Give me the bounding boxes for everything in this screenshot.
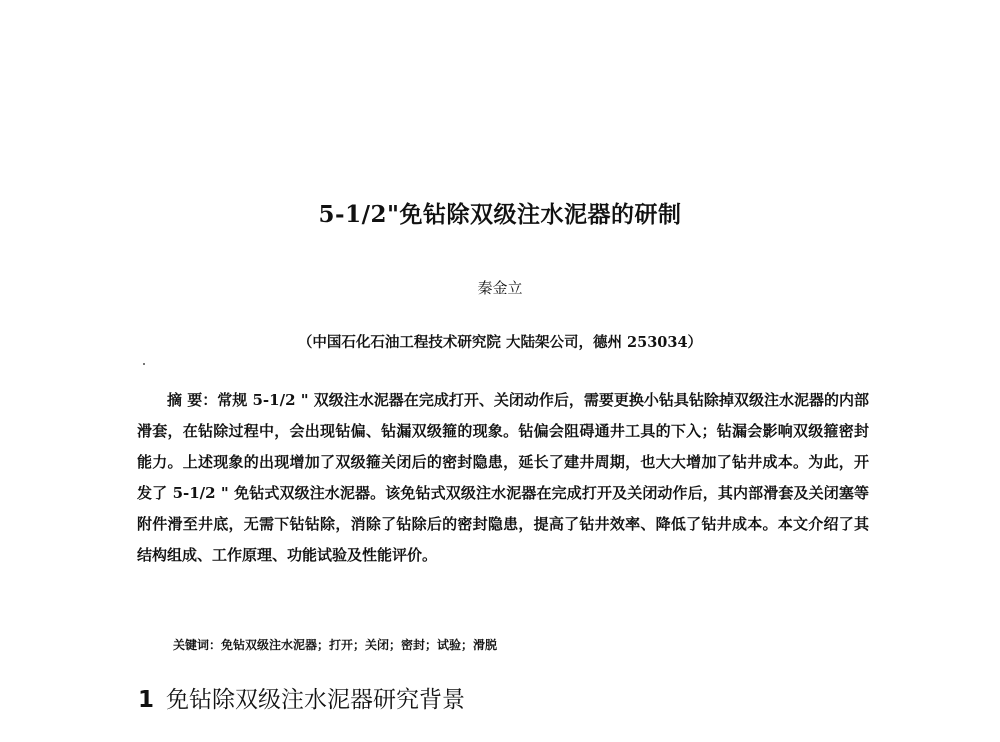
keywords-label: 关键词： bbox=[173, 638, 222, 652]
section-number: 1 bbox=[138, 687, 155, 713]
keywords-text: 免钻双级注水泥器；打开；关闭；密封；试验；滑脱 bbox=[221, 638, 498, 652]
section-heading bbox=[138, 681, 898, 714]
abstract-text: 常规 5-1/2 " 双级注水泥器在完成打开、关闭动作后，需要更换小钻具钻除掉双级注水泥器的内部滑套，在钻除过程中，会出现钻偏、钻漏双级箍的现象。钻偏会阻碍通井工具的下入；钻漏会影响双级箍密封能力。上述现象的出现增加了双级箍关闭后的密封隐患，延长了建井周期，也大大增加了钻井成本。为此，开发了 5-1/2 " 免钻式双级注水泥器。该免钻式双级注水泥器在完成打开及关闭动作后，其内部滑套及关闭塞等附件滑至井底，无需下钻钻除，消除了钻除后的密封隐患，提高了钻井效率、降低了钻井成本。本文介绍了其结构组成、工作原理、功能试验及性能评价。 bbox=[137, 391, 869, 564]
abstract-label: 摘 要： bbox=[167, 391, 218, 409]
author-affiliation: （中国石化石油工程技术研究院 大陆架公司，德州 253034） bbox=[297, 334, 703, 351]
scan-speck bbox=[143, 363, 145, 365]
abstract bbox=[137, 385, 869, 571]
author-name: 秦金立 bbox=[477, 279, 523, 297]
paper-title: 5-1/2"免钻除双级注水泥器的研制 bbox=[318, 201, 682, 228]
section-title: 免钻除双级注水泥器研究背景 bbox=[166, 687, 466, 713]
keywords bbox=[173, 636, 873, 653]
